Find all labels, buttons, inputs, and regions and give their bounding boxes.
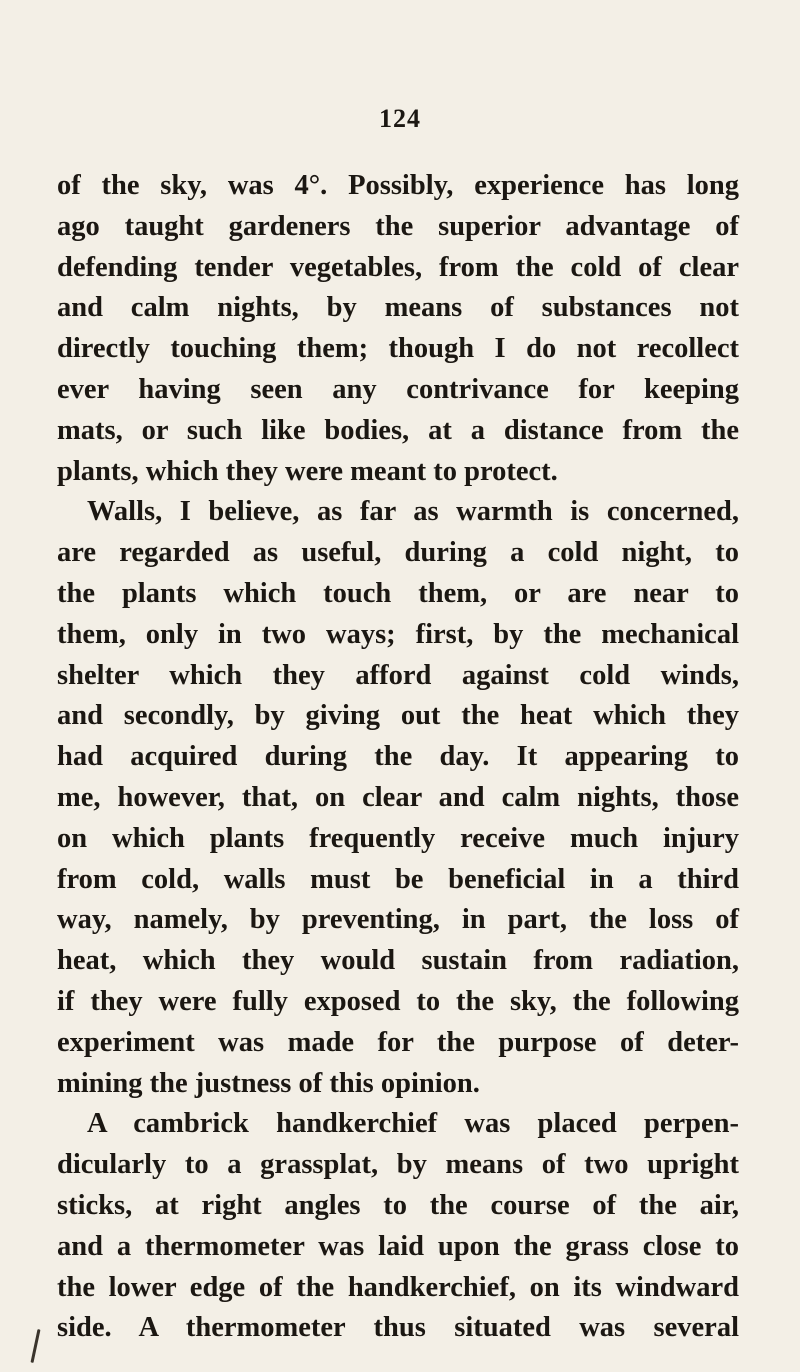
page-number: 124 [379,104,421,133]
margin-pencil-mark [30,1329,40,1363]
text-line: of the sky, was 4°. Possibly, experience has long [57,170,739,201]
text-line: and a thermometer was laid upon the grass close to [57,1230,739,1262]
text-line: had acquired during the day. It appearing to [57,741,739,773]
text-line: way, namely, by preventing, in part, the loss of [57,904,739,936]
text-line: shelter which they afford against cold winds, [57,659,739,691]
text-line: A cambrick handkerchief was placed perpen- [87,1108,739,1140]
text-line: defending tender vegetables, from the cold of clear [57,251,739,283]
text-line: them, only in two ways; first, by the mechanical [57,618,739,650]
text-line: if they were fully exposed to the sky, the following [57,985,739,1017]
text-line: mats, or such like bodies, at a distance from the [57,414,739,446]
text-line: from cold, walls must be beneficial in a third [57,863,739,895]
text-line: ago taught gardeners the superior advantage of [57,210,739,242]
body-text [57,166,739,1349]
text-line: the lower edge of the handkerchief, on its windward [57,1271,739,1303]
text-line: experiment was made for the purpose of deter- [57,1026,739,1058]
text-line: are regarded as useful, during a cold night, to [57,537,739,569]
text-line: and secondly, by giving out the heat which they [57,700,739,732]
text-line: and calm nights, by means of substances not [57,292,739,324]
text-line: plants, which they were meant to protect. [57,455,558,487]
text-line: mining the justness of this opinion. [57,1067,480,1099]
text-line: ever having seen any contrivance for keeping [57,373,739,405]
text-line: dicularly to a grassplat, by means of two upright [57,1149,739,1181]
text-line: the plants which touch them, or are near to [57,577,739,609]
text-line: Walls, I believe, as far as warmth is concerned, [87,496,739,528]
text-line: me, however, that, on clear and calm nights, those [57,781,739,813]
text-line: on which plants frequently receive much injury [57,822,739,854]
text-line: heat, which they would sustain from radiation, [57,945,739,977]
text-line: sticks, at right angles to the course of the air, [57,1189,739,1221]
text-line: side. A thermometer thus situated was several [57,1312,739,1344]
text-line: directly touching them; though I do not recollect [57,333,739,365]
